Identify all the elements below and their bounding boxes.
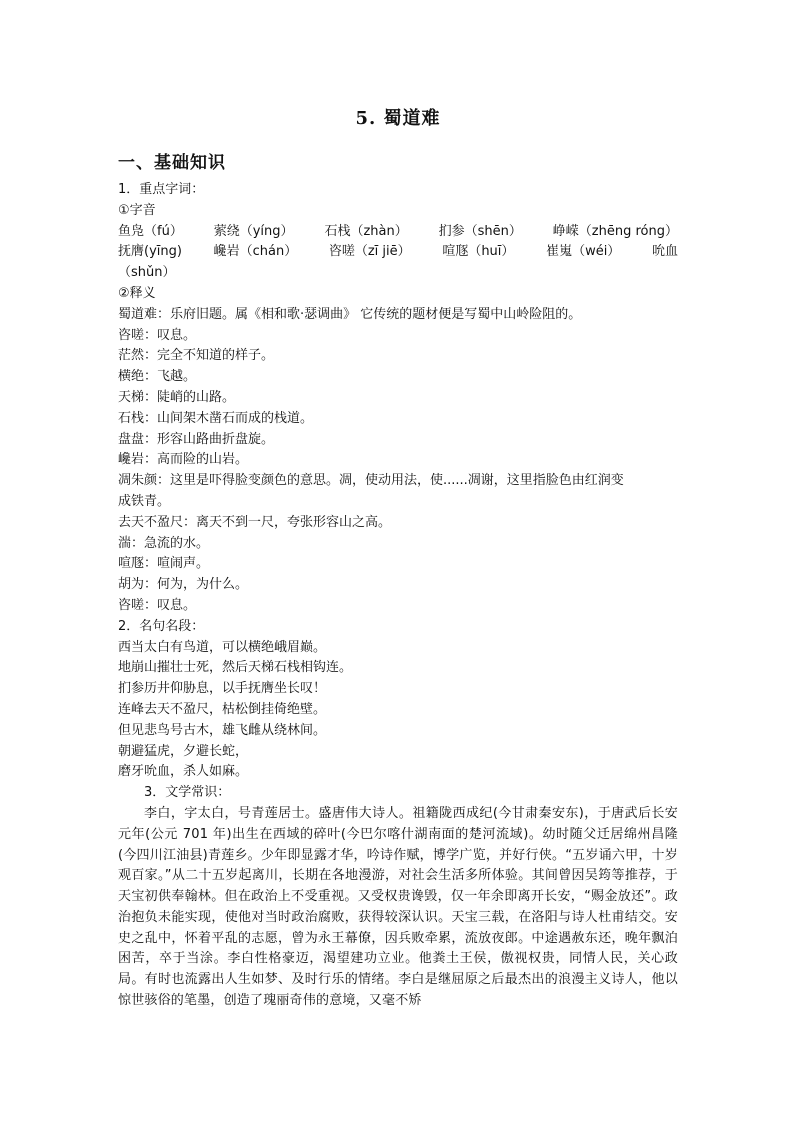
definition-line: 咨嗟：叹息。 bbox=[118, 597, 197, 613]
part1-heading: 1．重点字词： bbox=[118, 182, 205, 197]
part2-heading: 2．名句名段： bbox=[118, 618, 205, 634]
biography-paragraph: 李白，字太白，号青莲居士。盛唐伟大诗人。祖籍陇西成纪(今甘肃秦安东)，于唐武后长安元年(公元 701 年)出生在西域的碎叶(今巴尔喀什湖南面的楚河流域)。幼时随父迁居绵州昌隆(今四川江油县)青莲乡。少年即显露才华，吟诗作赋，博学广览，并好行侠。“五岁诵六甲，十岁观百家。”从二十五岁起离川，长期在各地漫游，对社会生活多所体验。其间曾因吴筠等推荐，于天宝初供奉翰林。但在政治上不受重视。又受权贵谗毁，仅一年余即离开长安，“赐金放还”。政治抱负未能实现，使他对当时政治腐败，获得较深认识。天宝三载，在洛阳与诗人杜甫结交。安史之乱中，怀着平乱的志愿，曾为永王幕僚，因兵败牵累，流放夜郎。中途遇赦东还，晚年飘泊困苦，卒于当涂。李白性格豪迈，渴望建功立业。他粪土王侯，傲视权贵，同情人民，关心政局。有时也流露出人生如梦、及时行乐的情绪。李白是继屈原之后最杰出的浪漫主义诗人，他以惊世骇俗的笔墨，创造了瑰丽奇伟的意境，又毫不矫 bbox=[118, 805, 678, 1009]
definition-line: 盘盘：形容山路曲折盘旋。 bbox=[118, 431, 275, 447]
pronunciation-row bbox=[118, 242, 678, 263]
definition-line: 湍：急流的水。 bbox=[118, 535, 210, 551]
definition-line: 成铁青。 bbox=[118, 493, 171, 509]
pronunciation-item: 石栈（zhàn） bbox=[324, 223, 408, 239]
definition-line: 胡为：何为，为什么。 bbox=[118, 577, 249, 593]
pronunciation-continued: （shǔn） bbox=[118, 265, 176, 281]
definition-line: 凋朱颜：这里是吓得脸变颜色的意思。凋，使动用法，使......凋谢，这里指脸色由红润变 bbox=[118, 473, 624, 489]
definition-line: 天梯：陡峭的山路。 bbox=[118, 389, 236, 405]
quote-line: 但见悲鸟号古木，雄飞雌从绕林间。 bbox=[118, 722, 327, 738]
pronunciation-heading: ①字音 bbox=[118, 202, 156, 218]
quote-line: 扪参历井仰胁息，以手抚膺坐长叹！ bbox=[118, 681, 327, 697]
pronunciation-item: 吮血 bbox=[651, 244, 678, 260]
definition-line: 喧豗：喧闹声。 bbox=[118, 556, 210, 572]
part3-heading: 3．文学常识： bbox=[144, 785, 231, 801]
page-title: 5. 蜀道难 bbox=[355, 108, 441, 129]
definition-line: 蜀道难：乐府旧题。属《相和歌·瑟调曲》 它传统的题材便是写蜀中山岭险阻的。 bbox=[118, 306, 582, 322]
definition-line: 咨嗟：叹息。 bbox=[118, 327, 197, 343]
definition-heading: ②释义 bbox=[118, 285, 156, 301]
quote-line: 西当太白有鸟道，可以横绝峨眉巅。 bbox=[118, 639, 327, 655]
definition-line: 茫然：完全不知道的样子。 bbox=[118, 348, 275, 364]
definition-line: 横绝：飞越。 bbox=[118, 369, 197, 385]
quote-line: 连峰去天不盈尺，枯松倒挂倚绝壁。 bbox=[118, 701, 327, 717]
section-heading: 一、基础知识 bbox=[118, 153, 226, 173]
quote-line: 地崩山摧壮士死，然后天梯石栈相钩连。 bbox=[118, 660, 353, 676]
pronunciation-item: 鱼凫（fú） bbox=[118, 223, 183, 239]
quote-line: 朝避猛虎，夕避长蛇， bbox=[118, 743, 249, 759]
definition-line: 石栈：山间架木凿石而成的栈道。 bbox=[118, 410, 314, 426]
pronunciation-row bbox=[118, 222, 678, 243]
pronunciation-item: 抚膺(yīng) bbox=[118, 244, 182, 260]
pronunciation-item: 巉岩（chán） bbox=[213, 244, 298, 260]
definition-line: 巉岩：高而险的山岩。 bbox=[118, 452, 249, 468]
pronunciation-item: 扪参（shēn） bbox=[438, 223, 522, 239]
pronunciation-item: 咨嗟（zī jiē） bbox=[328, 244, 411, 260]
pronunciation-item: 峥嵘（zhēng róng） bbox=[552, 223, 678, 239]
pronunciation-item: 萦绕（yíng） bbox=[213, 223, 294, 239]
definition-line: 去天不盈尺：离天不到一尺，夸张形容山之高。 bbox=[118, 514, 392, 530]
pronunciation-item: 崔嵬（wéi） bbox=[546, 244, 621, 260]
document-body bbox=[118, 180, 678, 1012]
quote-line: 磨牙吮血，杀人如麻。 bbox=[118, 764, 249, 780]
pronunciation-item: 喧豗（huī） bbox=[442, 244, 515, 260]
